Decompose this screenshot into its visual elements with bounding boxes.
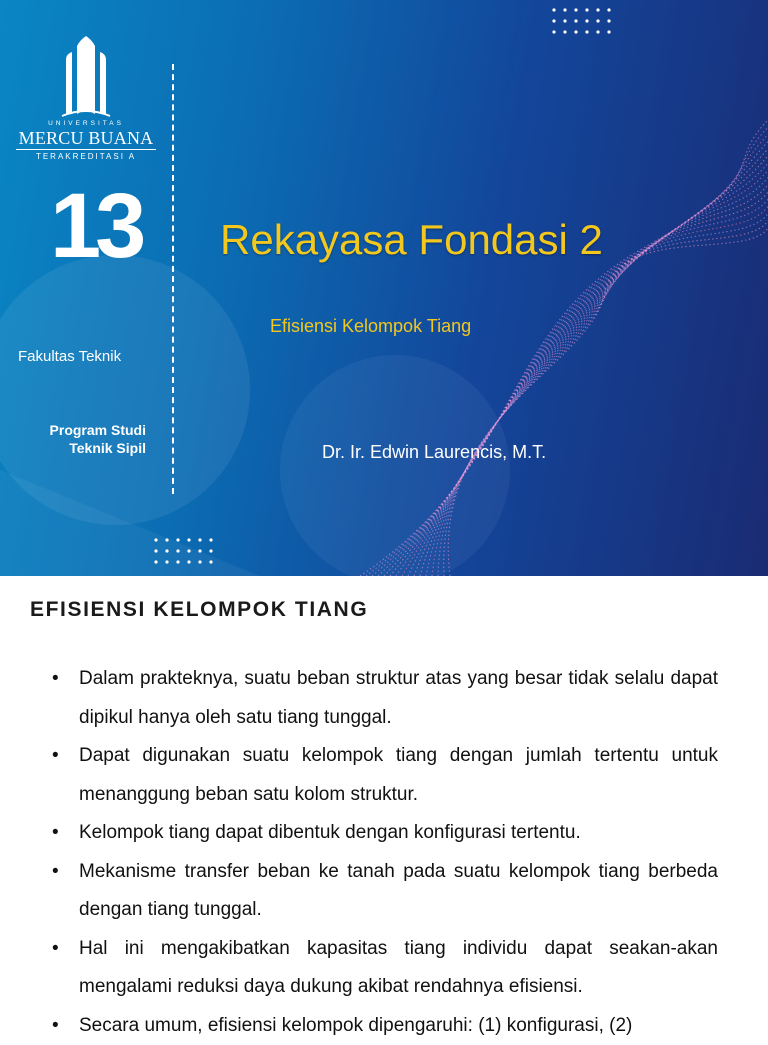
decoration-dot — [574, 8, 577, 11]
study-program-line1: Program Studi — [0, 421, 146, 439]
course-title: Rekayasa Fondasi 2 — [220, 216, 603, 264]
bullet-icon: • — [52, 814, 59, 853]
decoration-dot — [552, 19, 555, 22]
bullet-item — [50, 814, 718, 853]
author-name: Dr. Ir. Edwin Laurencis, M.T. — [322, 442, 546, 463]
bullet-text: Secara umum, efisiensi kelompok dipengaruhi: (1) konfigurasi, (2) — [79, 1015, 632, 1036]
decoration-dot — [607, 8, 610, 11]
decoration-dot — [574, 30, 577, 33]
decoration-dot — [154, 549, 157, 552]
dot-grid-top-decoration — [552, 8, 610, 33]
decoration-dot — [198, 560, 201, 563]
decoration-dot — [198, 538, 201, 541]
decoration-dot — [154, 538, 157, 541]
decoration-dot — [552, 30, 555, 33]
lecture-subtitle: Efisiensi Kelompok Tiang — [270, 316, 471, 337]
bullet-list — [50, 660, 718, 1045]
decoration-dot — [187, 549, 190, 552]
bullet-item — [50, 737, 718, 814]
bullet-icon: • — [52, 1007, 59, 1045]
decoration-dot — [176, 549, 179, 552]
logo-accreditation: TERAKREDITASI A — [14, 152, 158, 161]
bullet-item — [50, 660, 718, 737]
decoration-dot — [552, 8, 555, 11]
decoration-dot — [607, 19, 610, 22]
decoration-dot — [209, 538, 212, 541]
decoration-dot — [165, 560, 168, 563]
section-heading: EFISIENSI KELOMPOK TIANG — [30, 598, 368, 622]
bullet-item — [50, 853, 718, 930]
lecture-number: 13 — [50, 180, 140, 272]
decoration-dot — [585, 8, 588, 11]
bullet-text: Dapat digunakan suatu kelompok tiang dengan jumlah tertentu untuk menanggung beban satu kolom struktur. — [79, 745, 718, 805]
bullet-text: Dalam prakteknya, suatu beban struktur atas yang besar tidak selalu dapat dipikul hanya oleh satu tiang tunggal. — [79, 668, 718, 728]
decoration-dot — [165, 549, 168, 552]
decoration-dot — [596, 30, 599, 33]
decoration-dot — [574, 19, 577, 22]
decoration-dot — [187, 538, 190, 541]
decoration-dot — [198, 549, 201, 552]
logo-university-label: UNIVERSITAS — [14, 120, 158, 127]
decoration-dot — [563, 19, 566, 22]
bullet-item — [50, 1007, 718, 1045]
decoration-dot — [209, 549, 212, 552]
decoration-dot — [176, 538, 179, 541]
logo-university-name: MERCU BUANA — [14, 128, 158, 149]
university-emblem-icon — [14, 36, 158, 118]
bullet-icon: • — [52, 930, 59, 969]
decoration-dot — [585, 19, 588, 22]
decoration-dot — [187, 560, 190, 563]
bullet-text: Kelompok tiang dapat dibentuk dengan konfigurasi tertentu. — [79, 822, 581, 843]
decoration-dot — [176, 560, 179, 563]
decoration-dot — [563, 8, 566, 11]
logo-divider — [16, 149, 156, 150]
decoration-dot — [585, 30, 588, 33]
bullet-text: Mekanisme transfer beban ke tanah pada suatu kelompok tiang berbeda dengan tiang tunggal. — [79, 861, 718, 921]
decoration-dot — [607, 30, 610, 33]
bullet-icon: • — [52, 660, 59, 699]
bullet-icon: • — [52, 737, 59, 776]
study-program-label — [0, 421, 146, 457]
decoration-dot — [596, 19, 599, 22]
decoration-dot — [165, 538, 168, 541]
bullet-item — [50, 930, 718, 1007]
bullet-icon: • — [52, 853, 59, 892]
university-logo — [14, 36, 158, 166]
bullet-text: Hal ini mengakibatkan kapasitas tiang individu dapat seakan-akan mengalami reduksi daya dukung akibat rendahnya efisiensi. — [79, 938, 718, 998]
study-program-line2: Teknik Sipil — [0, 439, 146, 457]
decoration-dot — [154, 560, 157, 563]
decoration-dot — [209, 560, 212, 563]
decoration-dot — [596, 8, 599, 11]
dashed-divider — [172, 64, 174, 494]
decoration-dot — [563, 30, 566, 33]
faculty-label: Fakultas Teknik — [18, 348, 121, 365]
